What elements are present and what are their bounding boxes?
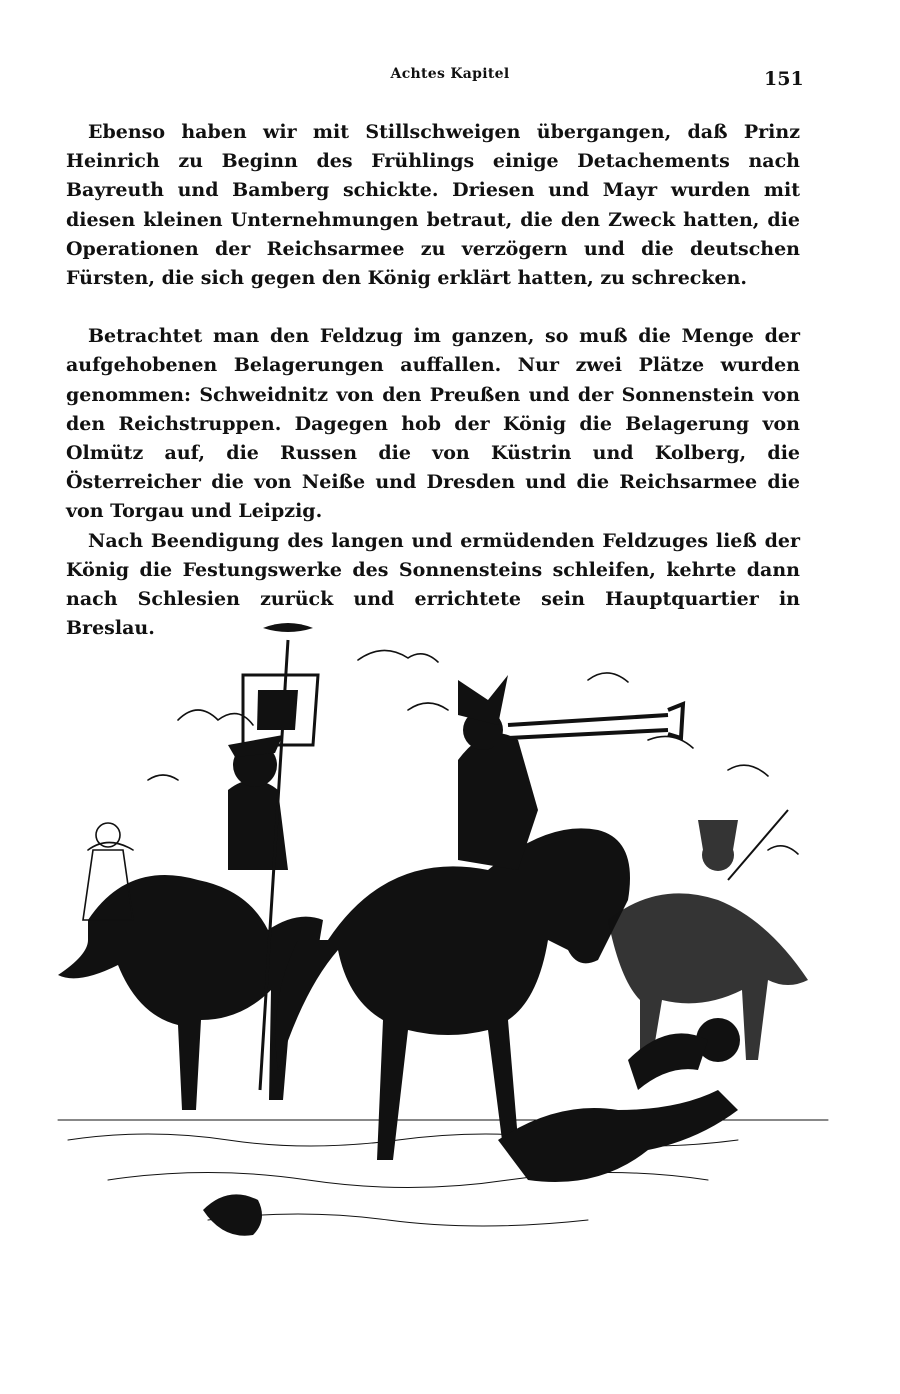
running-head: Achtes Kapitel xyxy=(390,66,510,82)
body-text xyxy=(66,118,800,643)
page-number: 151 xyxy=(764,68,804,90)
cavalry-engraving xyxy=(28,620,838,1260)
paragraph: Ebenso haben wir mit Stillschweigen übergangen, daß Prinz Heinrich zu Beginn des Frühlings einige Detachements nach Bayreuth und Bamberg schickte. Driesen und Mayr wurden mit diesen kleinen Unternehmungen betraut, die den Zweck hatten, die Operationen der Reichsarmee zu verzögern und die deutschen Fürsten, die sich gegen den König erklärt hatten, zu schrecken. xyxy=(66,121,800,290)
paragraph: Betrachtet man den Feldzug im ganzen, so muß die Menge der aufgehobenen Belagerungen auffallen. Nur zwei Plätze wurden genommen: Schweidnitz von den Preußen und der Sonnenstein von den Reichstruppen. Dagegen hob der König die Belagerung von Olmütz auf, die Russen die von Küstrin und Kolberg, die Österreicher die von Neiße und Dresden und die Reichsarmee die von Torgau und Leipzig. xyxy=(66,325,800,523)
paragraph: Nach Beendigung des langen und ermüdenden Feldzuges ließ der König die Festungswerke des Sonnensteins schleifen, kehrte dann nach Schlesien zurück und errichtete sein Hauptquartier in Breslau. xyxy=(66,529,800,640)
cavalry-illustration xyxy=(28,620,838,1260)
